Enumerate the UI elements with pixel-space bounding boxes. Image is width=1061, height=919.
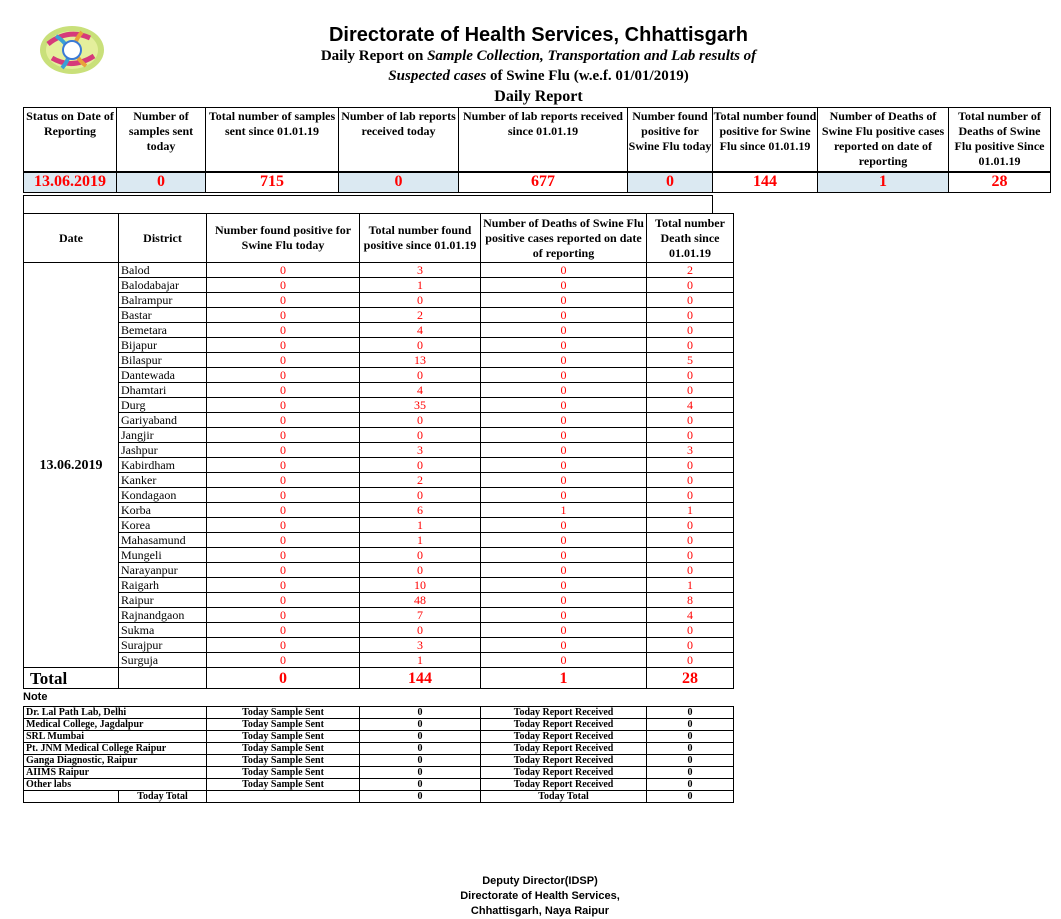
district-name: Bijapur	[119, 338, 207, 353]
district-name: Durg	[119, 398, 207, 413]
lab-name: SRL Mumbai	[24, 731, 207, 743]
district-row	[24, 653, 734, 668]
received-label: Today Report Received	[481, 755, 647, 767]
deaths-today: 0	[481, 338, 647, 353]
report-date: 13.06.2019	[24, 263, 119, 668]
positive-today: 0	[207, 383, 360, 398]
deaths-total: 2	[647, 263, 734, 278]
positive-total: 1	[360, 518, 481, 533]
lab-row	[24, 743, 734, 755]
positive-today: 0	[207, 413, 360, 428]
today-total-blank	[207, 791, 360, 803]
lab-row	[24, 707, 734, 719]
positive-today: 0	[207, 263, 360, 278]
daily-report-heading: Daily Report	[494, 88, 583, 105]
positive-today: 0	[207, 428, 360, 443]
district-row	[24, 413, 734, 428]
district-row	[24, 368, 734, 383]
positive-today: 0	[207, 488, 360, 503]
today-total-label: Today Total	[119, 791, 207, 803]
positive-today: 0	[207, 308, 360, 323]
district-name: Balod	[119, 263, 207, 278]
deaths-total: 0	[647, 533, 734, 548]
deaths-total: 0	[647, 458, 734, 473]
sent-value: 0	[360, 731, 481, 743]
positive-total: 6	[360, 503, 481, 518]
received-label: Today Report Received	[481, 767, 647, 779]
district-name: Balodabajar	[119, 278, 207, 293]
positive-today: 0	[207, 368, 360, 383]
sent-label: Today Sample Sent	[207, 731, 360, 743]
district-row	[24, 278, 734, 293]
signature-block	[430, 874, 650, 919]
positive-today: 0	[207, 578, 360, 593]
district-name: Sukma	[119, 623, 207, 638]
positive-today: 0	[207, 338, 360, 353]
received-value: 0	[647, 767, 734, 779]
lab-name: Other labs	[24, 779, 207, 791]
total-death-since: 28	[647, 668, 734, 689]
deaths-total: 8	[647, 593, 734, 608]
received-label: Today Report Received	[481, 731, 647, 743]
district-row	[24, 308, 734, 323]
sent-label: Today Sample Sent	[207, 755, 360, 767]
received-label: Today Report Received	[481, 743, 647, 755]
subtitle-line-2: Suspected cases of Swine Flu (w.e.f. 01/01/2019)	[388, 68, 689, 84]
lab-name: Pt. JNM Medical College Raipur	[24, 743, 207, 755]
positive-today: 0	[207, 473, 360, 488]
summary-header: Total number of samples sent since 01.01.19	[206, 108, 339, 172]
positive-total: 0	[360, 293, 481, 308]
positive-today: 0	[207, 593, 360, 608]
district-row	[24, 398, 734, 413]
district-row	[24, 428, 734, 443]
sent-label: Today Sample Sent	[207, 767, 360, 779]
deaths-total: 0	[647, 548, 734, 563]
deaths-total: 0	[647, 278, 734, 293]
district-name: Raigarh	[119, 578, 207, 593]
lab-row	[24, 767, 734, 779]
deaths-total: 4	[647, 398, 734, 413]
sent-value: 0	[360, 755, 481, 767]
district-header: Total number Death since 01.01.19	[647, 214, 734, 263]
district-name: Raipur	[119, 593, 207, 608]
deaths-total: 0	[647, 338, 734, 353]
page-title: Directorate of Health Services, Chhattisgarh	[328, 24, 748, 46]
summary-header: Total number found positive for Swine Flu since 01.01.19	[713, 108, 818, 172]
deaths-total: 0	[647, 308, 734, 323]
district-header: Date	[24, 214, 119, 263]
positive-total: 4	[360, 383, 481, 398]
deaths-total: 0	[647, 488, 734, 503]
deaths-today: 0	[481, 383, 647, 398]
received-value: 0	[647, 779, 734, 791]
positive-today: 0	[207, 293, 360, 308]
positive-today: 0	[207, 638, 360, 653]
received-label: Today Report Received	[481, 707, 647, 719]
total-label: Total	[24, 668, 119, 689]
lab-name: Medical College, Jagdalpur	[24, 719, 207, 731]
summary-header: Number of Deaths of Swine Flu positive cases reported on date of reporting	[818, 108, 949, 172]
deaths-today: 0	[481, 353, 647, 368]
district-row	[24, 293, 734, 308]
district-row	[24, 458, 734, 473]
district-row	[24, 353, 734, 368]
district-header: Number of Deaths of Swine Flu positive cases reported on date of reporting	[481, 214, 647, 263]
total-today: 0	[207, 668, 360, 689]
positive-total: 0	[360, 563, 481, 578]
positive-total: 0	[360, 338, 481, 353]
deaths-total: 3	[647, 443, 734, 458]
sent-label: Today Sample Sent	[207, 779, 360, 791]
total-positive: 144	[360, 668, 481, 689]
positive-today: 0	[207, 323, 360, 338]
signature-line-1: Deputy Director(IDSP)	[482, 875, 598, 887]
district-name: Narayanpur	[119, 563, 207, 578]
district-row	[24, 578, 734, 593]
summary-header: Number of samples sent today	[117, 108, 206, 172]
district-name: Dantewada	[119, 368, 207, 383]
district-row	[24, 593, 734, 608]
positive-today: 0	[207, 548, 360, 563]
positive-today: 0	[207, 518, 360, 533]
lab-row	[24, 731, 734, 743]
district-name: Surguja	[119, 653, 207, 668]
summary-value: 0	[628, 172, 713, 193]
summary-value: 1	[818, 172, 949, 193]
positive-today: 0	[207, 443, 360, 458]
deaths-today: 0	[481, 593, 647, 608]
positive-total: 0	[360, 548, 481, 563]
positive-today: 0	[207, 608, 360, 623]
deaths-today: 0	[481, 638, 647, 653]
lab-total-row	[24, 791, 734, 803]
positive-today: 0	[207, 623, 360, 638]
district-row	[24, 608, 734, 623]
signature-line-3: Chhattisgarh, Naya Raipur	[470, 905, 610, 917]
district-row	[24, 443, 734, 458]
summary-value: 715	[206, 172, 339, 193]
summary-value: 28	[949, 172, 1051, 193]
district-name: Mahasamund	[119, 533, 207, 548]
summary-header: Status on Date of Reporting	[24, 108, 117, 172]
deaths-today: 0	[481, 473, 647, 488]
deaths-today: 0	[481, 308, 647, 323]
deaths-total: 5	[647, 353, 734, 368]
district-name: Balrampur	[119, 293, 207, 308]
summary-value: 677	[459, 172, 628, 193]
sent-value: 0	[360, 743, 481, 755]
subtitle-line-1: Daily Report on Sample Collection, Transportation and Lab results of	[320, 48, 757, 64]
district-name: Korba	[119, 503, 207, 518]
district-name: Surajpur	[119, 638, 207, 653]
labs-table	[23, 706, 734, 803]
positive-total: 10	[360, 578, 481, 593]
positive-total: 3	[360, 638, 481, 653]
deaths-today: 0	[481, 623, 647, 638]
deaths-total: 0	[647, 563, 734, 578]
deaths-total: 0	[647, 383, 734, 398]
sent-label: Today Sample Sent	[207, 719, 360, 731]
positive-total: 2	[360, 473, 481, 488]
district-row	[24, 548, 734, 563]
spacer-row	[23, 195, 713, 213]
total-deaths: 1	[481, 668, 647, 689]
received-label: Today Report Received	[481, 779, 647, 791]
district-name: Jashpur	[119, 443, 207, 458]
district-row	[24, 638, 734, 653]
summary-header: Number of lab reports received today	[339, 108, 459, 172]
received-value: 0	[647, 755, 734, 767]
district-row	[24, 623, 734, 638]
positive-today: 0	[207, 563, 360, 578]
today-total-received: 0	[647, 791, 734, 803]
district-name: Kondagaon	[119, 488, 207, 503]
positive-today: 0	[207, 653, 360, 668]
today-total-sent: 0	[360, 791, 481, 803]
sent-label: Today Sample Sent	[207, 743, 360, 755]
district-row	[24, 488, 734, 503]
today-total-label-2: Today Total	[481, 791, 647, 803]
lab-name: AIIMS Raipur	[24, 767, 207, 779]
deaths-today: 0	[481, 548, 647, 563]
deaths-today: 0	[481, 608, 647, 623]
district-name: Dhamtari	[119, 383, 207, 398]
received-value: 0	[647, 731, 734, 743]
district-name: Jangjir	[119, 428, 207, 443]
positive-total: 3	[360, 263, 481, 278]
deaths-today: 0	[481, 653, 647, 668]
district-table	[23, 213, 734, 689]
note-label: Note	[23, 691, 48, 703]
district-row	[24, 338, 734, 353]
received-value: 0	[647, 719, 734, 731]
deaths-today: 0	[481, 443, 647, 458]
deaths-total: 4	[647, 608, 734, 623]
positive-total: 1	[360, 653, 481, 668]
district-row	[24, 263, 734, 278]
summary-header: Total number of Deaths of Swine Flu positive Since 01.01.19	[949, 108, 1051, 172]
deaths-total: 0	[647, 653, 734, 668]
district-row	[24, 383, 734, 398]
positive-today: 0	[207, 503, 360, 518]
positive-total: 2	[360, 308, 481, 323]
deaths-today: 0	[481, 563, 647, 578]
district-name: Bilaspur	[119, 353, 207, 368]
deaths-total: 0	[647, 623, 734, 638]
district-header: Total number found positive since 01.01.19	[360, 214, 481, 263]
deaths-today: 0	[481, 293, 647, 308]
received-label: Today Report Received	[481, 719, 647, 731]
lab-name: Dr. Lal Path Lab, Delhi	[24, 707, 207, 719]
lab-name: Ganga Diagnostic, Raipur	[24, 755, 207, 767]
deaths-total: 1	[647, 503, 734, 518]
district-name: Bemetara	[119, 323, 207, 338]
deaths-today: 0	[481, 533, 647, 548]
deaths-today: 0	[481, 368, 647, 383]
district-name: Gariyaband	[119, 413, 207, 428]
deaths-today: 1	[481, 503, 647, 518]
positive-total: 0	[360, 488, 481, 503]
district-name: Kabirdham	[119, 458, 207, 473]
lab-total-blank	[24, 791, 119, 803]
deaths-today: 0	[481, 413, 647, 428]
district-name: Kanker	[119, 473, 207, 488]
positive-total: 13	[360, 353, 481, 368]
deaths-today: 0	[481, 578, 647, 593]
deaths-total: 0	[647, 473, 734, 488]
positive-total: 1	[360, 533, 481, 548]
district-name: Bastar	[119, 308, 207, 323]
district-row	[24, 533, 734, 548]
positive-total: 35	[360, 398, 481, 413]
summary-value: 0	[339, 172, 459, 193]
deaths-total: 0	[647, 413, 734, 428]
district-row	[24, 563, 734, 578]
sent-value: 0	[360, 707, 481, 719]
district-header: District	[119, 214, 207, 263]
summary-table	[23, 107, 1051, 193]
lab-row	[24, 755, 734, 767]
positive-today: 0	[207, 533, 360, 548]
district-name: Korea	[119, 518, 207, 533]
signature-line-2: Directorate of Health Services,	[460, 890, 620, 902]
deaths-today: 0	[481, 518, 647, 533]
sent-label: Today Sample Sent	[207, 707, 360, 719]
sent-value: 0	[360, 779, 481, 791]
positive-total: 4	[360, 323, 481, 338]
district-name: Rajnandgaon	[119, 608, 207, 623]
positive-today: 0	[207, 458, 360, 473]
district-row	[24, 518, 734, 533]
deaths-today: 0	[481, 458, 647, 473]
summary-value: 0	[117, 172, 206, 193]
positive-total: 0	[360, 413, 481, 428]
summary-header: Number of lab reports received since 01.01.19	[459, 108, 628, 172]
positive-total: 0	[360, 458, 481, 473]
district-header: Number found positive for Swine Flu today	[207, 214, 360, 263]
district-row	[24, 473, 734, 488]
received-value: 0	[647, 707, 734, 719]
positive-total: 3	[360, 443, 481, 458]
positive-total: 0	[360, 368, 481, 383]
lab-row	[24, 719, 734, 731]
district-row	[24, 503, 734, 518]
deaths-total: 1	[647, 578, 734, 593]
district-row	[24, 323, 734, 338]
summary-value: 13.06.2019	[24, 172, 117, 193]
positive-total: 1	[360, 278, 481, 293]
deaths-today: 0	[481, 263, 647, 278]
sent-value: 0	[360, 767, 481, 779]
district-name: Mungeli	[119, 548, 207, 563]
lab-row	[24, 779, 734, 791]
positive-total: 48	[360, 593, 481, 608]
deaths-today: 0	[481, 278, 647, 293]
positive-today: 0	[207, 398, 360, 413]
summary-header: Number found positive for Swine Flu today	[628, 108, 713, 172]
deaths-total: 0	[647, 323, 734, 338]
deaths-total: 0	[647, 638, 734, 653]
deaths-total: 0	[647, 368, 734, 383]
received-value: 0	[647, 743, 734, 755]
summary-value: 144	[713, 172, 818, 193]
deaths-total: 0	[647, 293, 734, 308]
sent-value: 0	[360, 719, 481, 731]
deaths-total: 0	[647, 428, 734, 443]
positive-today: 0	[207, 278, 360, 293]
positive-today: 0	[207, 353, 360, 368]
total-blank	[119, 668, 207, 689]
deaths-today: 0	[481, 488, 647, 503]
deaths-today: 0	[481, 323, 647, 338]
positive-total: 0	[360, 623, 481, 638]
positive-total: 7	[360, 608, 481, 623]
positive-total: 0	[360, 428, 481, 443]
deaths-today: 0	[481, 428, 647, 443]
deaths-today: 0	[481, 398, 647, 413]
deaths-total: 0	[647, 518, 734, 533]
